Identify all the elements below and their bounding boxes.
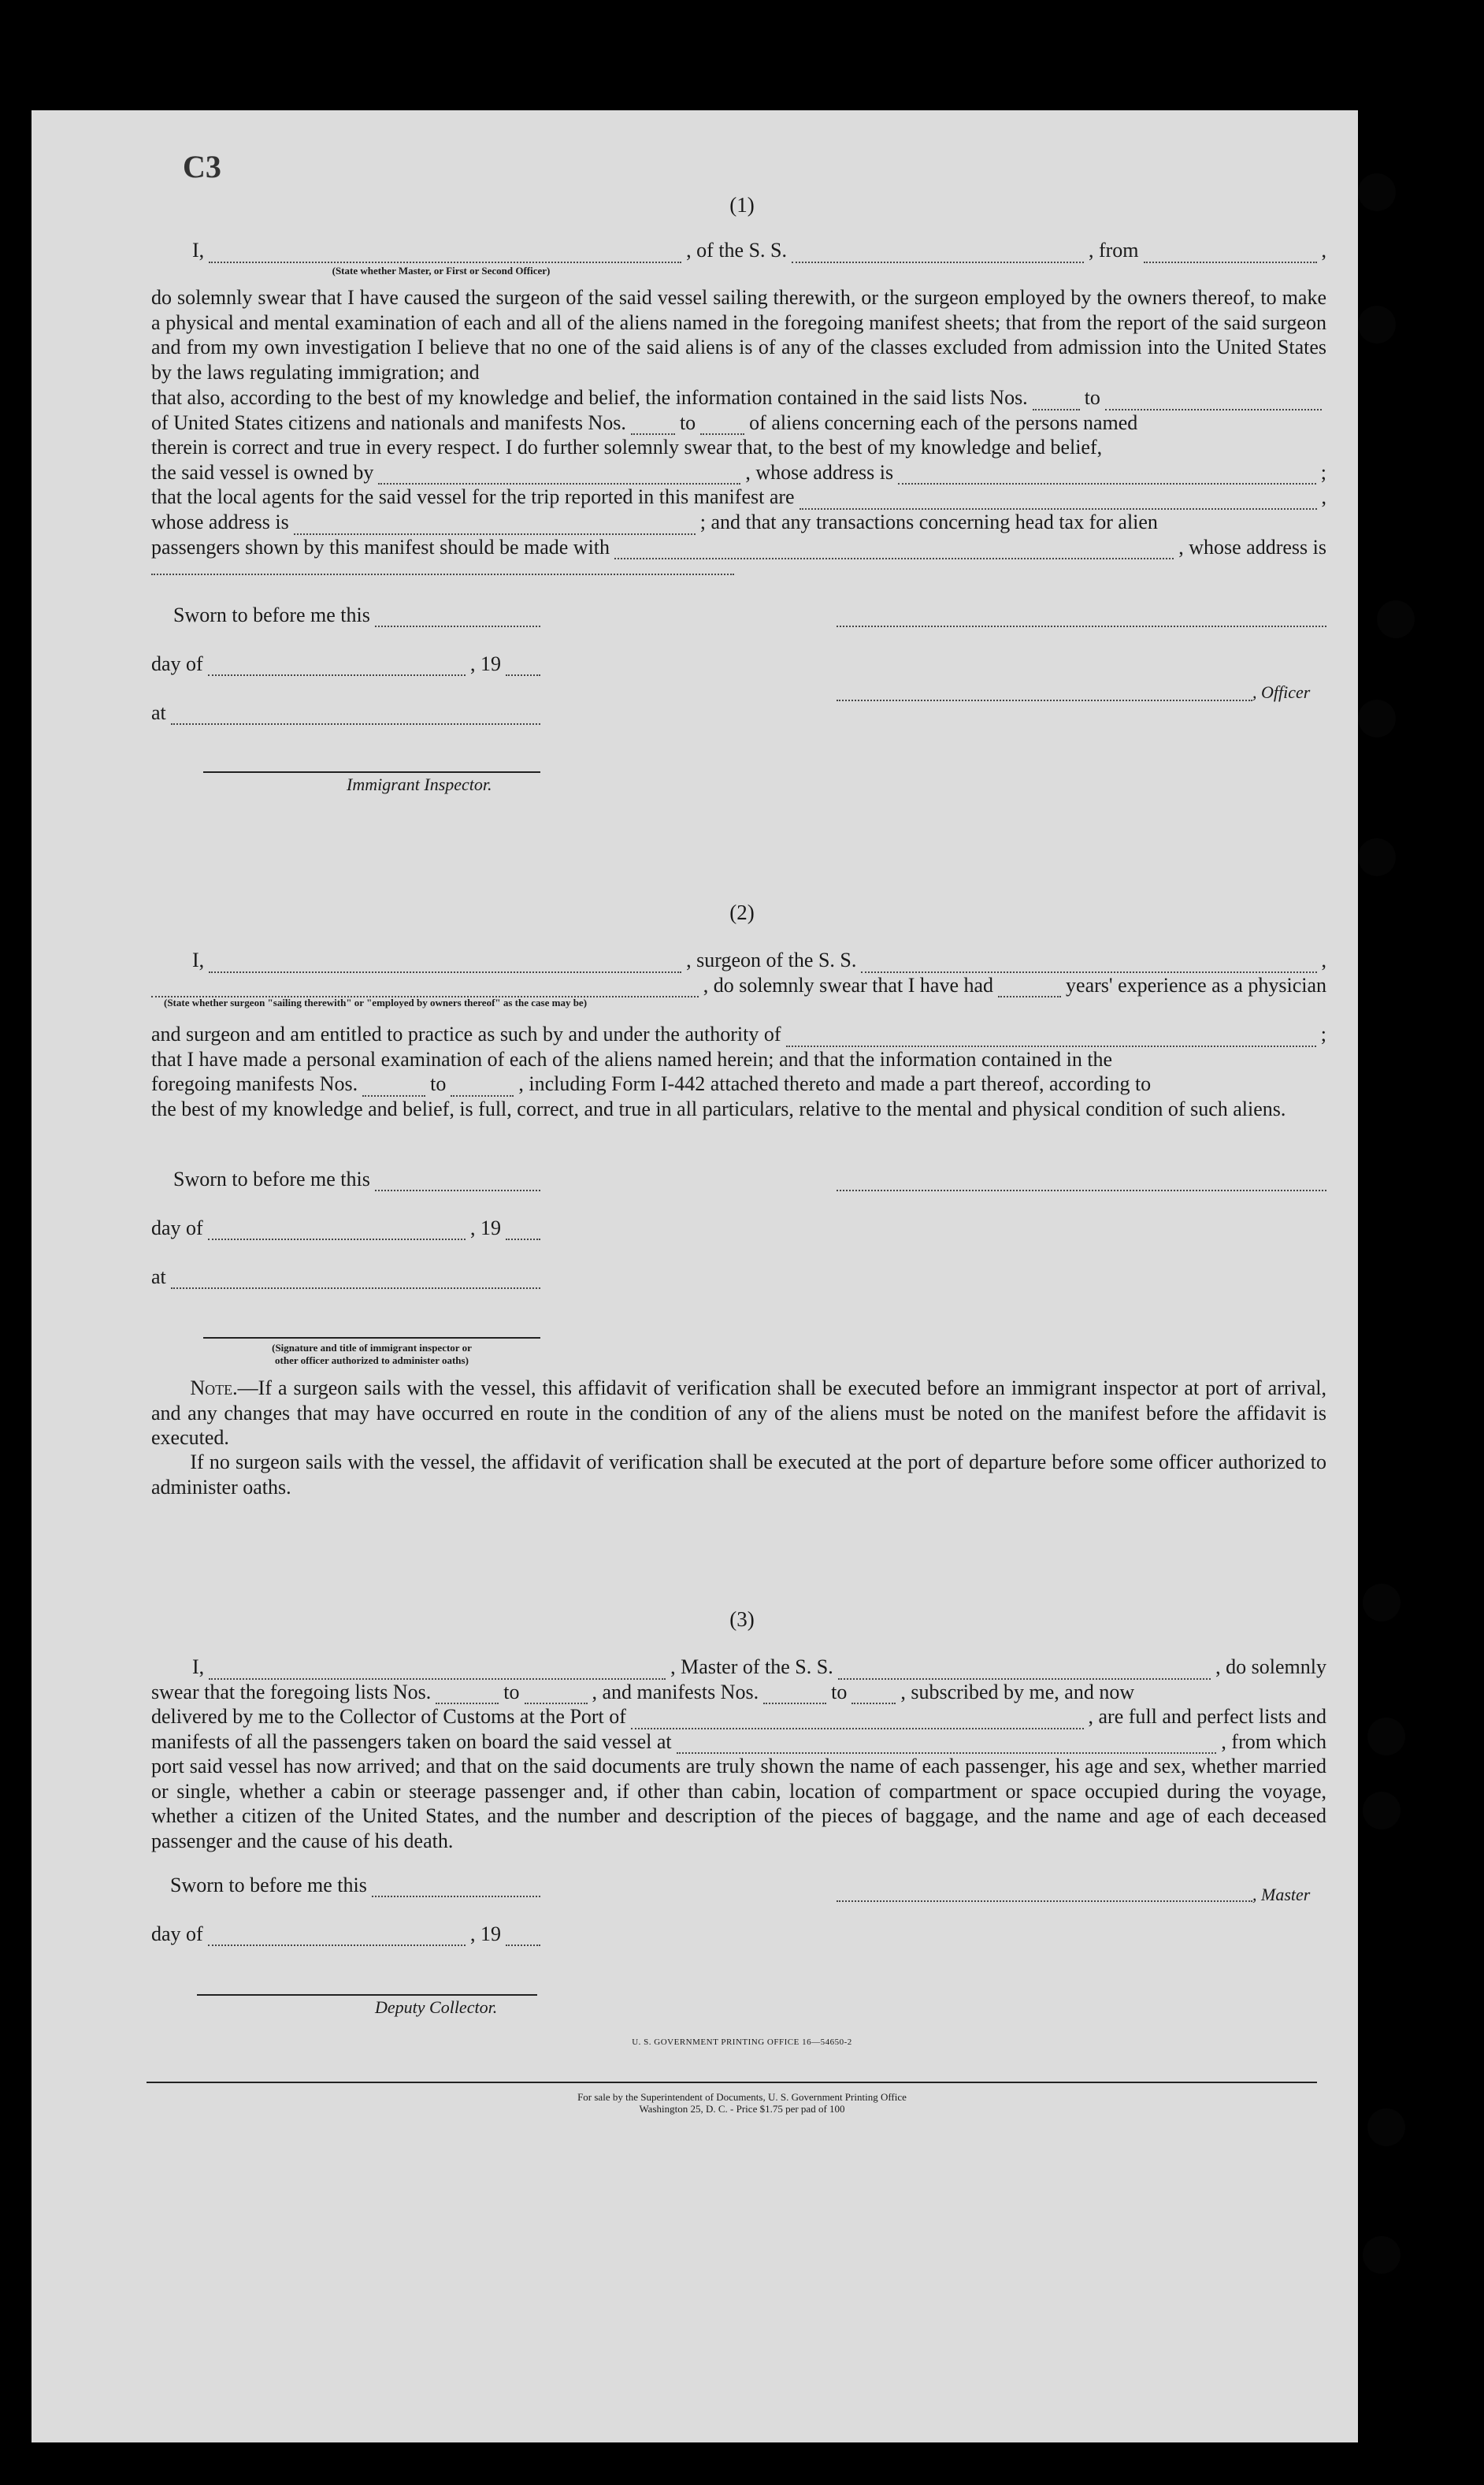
local-agents-field[interactable]	[800, 494, 1317, 510]
owner-address-field[interactable]	[898, 469, 1316, 485]
section-1-text: do solemnly swear that I have caused the surgeon of the said vessel sailing therewith, or the surgeon employed by the owners thereof, to make a physical and mental examination of each and all of the aliens named in the foregoing manifest sheets; that from the report of the said surgeon and from my own investigation I believe that no one of the said aliens is of any of the classes excluded from admission into the United States by the laws regulating immigration; and	[151, 286, 1326, 384]
year-field[interactable]	[506, 1930, 540, 1946]
authority-field[interactable]	[786, 1031, 1316, 1047]
years-experience-field[interactable]	[998, 982, 1061, 997]
officer-name-field[interactable]	[209, 247, 681, 263]
master-title: , Master	[1252, 1885, 1311, 1904]
head-tax-address-field[interactable]	[151, 559, 734, 575]
master-signature-line[interactable]	[837, 1900, 1252, 1902]
punch-hole	[1377, 600, 1415, 638]
section-2-lines: and surgeon and am entitled to practice as such by and under the authority of ; that I have made a personal examination of each of the aliens named herein; and that the information contained in the foregoing manifests Nos. to , including Form I-442 attached thereto and made a part thereof, according to	[151, 1023, 1326, 1096]
printing-office-imprint: U. S. GOVERNMENT PRINTING OFFICE 16—54650-2	[632, 2037, 852, 2047]
punch-hole	[1358, 700, 1396, 737]
year-field[interactable]	[506, 1224, 540, 1240]
manifests-from-field[interactable]	[631, 419, 675, 435]
section-3-text: port said vessel has now arrived; and that on the said documents are truly shown the name of each passenger, his age and sex, whether married or single, whether a cabin or steerage passenger and, if other than cabin, location of compartment or space occupied during the voyage, whether a citizen of the United States, and the number and description of the pieces of baggage, and the name and age of each deceased passenger and the cause of his death.	[151, 1755, 1326, 1852]
port-of-embarkation-field[interactable]	[677, 1738, 1217, 1754]
sworn-day-field[interactable]	[375, 1176, 540, 1191]
section-2-oath: I, , surgeon of the S. S. , , do solemnly swear that I have had years' experience as a physician	[151, 948, 1326, 997]
surgeon-caption: (State whether surgeon "sailing therewith" or "employed by owners thereof" as the case may be)	[164, 997, 588, 1008]
punch-hole	[1358, 306, 1396, 344]
port-of-arrival-field[interactable]	[631, 1714, 1084, 1729]
deputy-collector-signature-line[interactable]	[197, 1994, 537, 1996]
surgeon-manifests-from-field[interactable]	[362, 1081, 425, 1097]
place-field[interactable]	[171, 709, 540, 725]
section-3-jurat: Sworn to before me this day of , 19	[151, 1874, 545, 1984]
section-1-number: (1)	[729, 193, 755, 217]
section-2-jurat: Sworn to before me this day of , 19 at	[151, 1168, 545, 1325]
deputy-collector-title: Deputy Collector.	[375, 1997, 498, 2017]
signature-caption: (Signature and title of immigrant inspector or other officer authorized to administer oaths)	[272, 1342, 472, 1366]
footer-divider	[147, 2082, 1317, 2083]
master-manifests-to-field[interactable]	[851, 1688, 896, 1704]
lists-from-field[interactable]	[1033, 395, 1080, 410]
section-2-number: (2)	[729, 901, 755, 924]
master-vessel-field[interactable]	[838, 1664, 1211, 1680]
punch-hole	[1367, 1718, 1405, 1755]
master-lists-to-field[interactable]	[525, 1688, 588, 1704]
officer-name-line[interactable]	[837, 700, 1252, 701]
officer-signature-line[interactable]	[837, 626, 1326, 627]
surgeon-signature-line[interactable]	[837, 1190, 1326, 1191]
owner-field[interactable]	[378, 469, 740, 485]
month-field[interactable]	[208, 1224, 466, 1240]
inspector-signature-line[interactable]	[203, 771, 540, 773]
month-field[interactable]	[208, 660, 466, 676]
master-lists-from-field[interactable]	[436, 1688, 499, 1704]
sale-notice: For sale by the Superintendent of Documents, U. S. Government Printing Office Washington 25, D. C. - Price $1.75 per pad of 100	[577, 2091, 907, 2115]
section-1-lines: that also, according to the best of my knowledge and belief, the information contained in the said lists Nos. to of United States citizens and nationals and manifests Nos. to of aliens concerning each of the persons named therein is correct and true in every respect. I do further solemnly swear that, to the best of my knowledge and belief, the said vessel is owned by , whose address is ; that the local agents for the said vessel for the trip reported in this manifest are , whose address is ; and that any transactions concerning head tax for alien passengers shown by this manifest should be made with , whose address is	[151, 385, 1326, 575]
agents-address-field[interactable]	[294, 519, 696, 535]
master-name-field[interactable]	[209, 1664, 666, 1680]
place-field[interactable]	[171, 1273, 540, 1289]
year-field[interactable]	[506, 660, 540, 676]
section-2-text: the best of my knowledge and belief, is full, correct, and true in all particulars, relative to the mental and physical condition of such aliens.	[151, 1098, 1286, 1120]
inspector-title: Immigrant Inspector.	[347, 774, 492, 794]
officer-caption: (State whether Master, or First or Second Officer)	[332, 265, 551, 277]
surgeon-vessel-field[interactable]	[861, 957, 1316, 973]
sworn-day-field[interactable]	[375, 611, 540, 627]
note-paragraph-2: If no surgeon sails with the vessel, the affidavit of verification shall be executed at the port of departure before some officer authorized to administer oaths.	[151, 1451, 1326, 1499]
surgeon-status-field[interactable]	[151, 982, 699, 997]
departure-port-field[interactable]	[1144, 247, 1317, 263]
section-3-number: (3)	[729, 1607, 755, 1631]
sworn-day-field[interactable]	[372, 1881, 540, 1897]
punch-hole	[1358, 838, 1396, 876]
page-number-fragment: C3	[183, 149, 221, 184]
note-paragraph: Note.—If a surgeon sails with the vessel, this affidavit of verification shall be executed before an immigrant inspector at port of arrival, and any changes that may have occurred en route in the condition of any of the aliens must be noted on the manifest before the affidavit is executed.	[151, 1376, 1326, 1450]
section-1-oath: I, , of the S. S. , from ,	[192, 239, 1326, 262]
authorized-officer-signature-line[interactable]	[203, 1337, 540, 1339]
vessel-name-field[interactable]	[792, 247, 1084, 263]
officer-title: , Officer	[1252, 682, 1311, 702]
manifests-to-field[interactable]	[700, 419, 744, 435]
punch-hole	[1363, 2236, 1401, 2274]
master-manifests-from-field[interactable]	[763, 1688, 826, 1704]
section-1-jurat: Sworn to before me this day of , 19 at	[151, 604, 545, 808]
section-3-oath: I, , Master of the S. S. , do solemnly swear that the foregoing lists Nos. to , and manifests Nos. to , subscribed by me, and now delivered by me to the Collector of Customs at the Port of , are full and perfect lists and manifests of all the passengers taken on board the said vessel at , from which	[151, 1655, 1326, 1753]
surgeon-manifests-to-field[interactable]	[451, 1081, 514, 1097]
punch-hole	[1363, 1792, 1401, 1829]
surgeon-name-field[interactable]	[209, 957, 681, 973]
month-field[interactable]	[208, 1930, 466, 1946]
lists-to-field[interactable]	[1105, 395, 1322, 410]
head-tax-contact-field[interactable]	[614, 544, 1174, 559]
